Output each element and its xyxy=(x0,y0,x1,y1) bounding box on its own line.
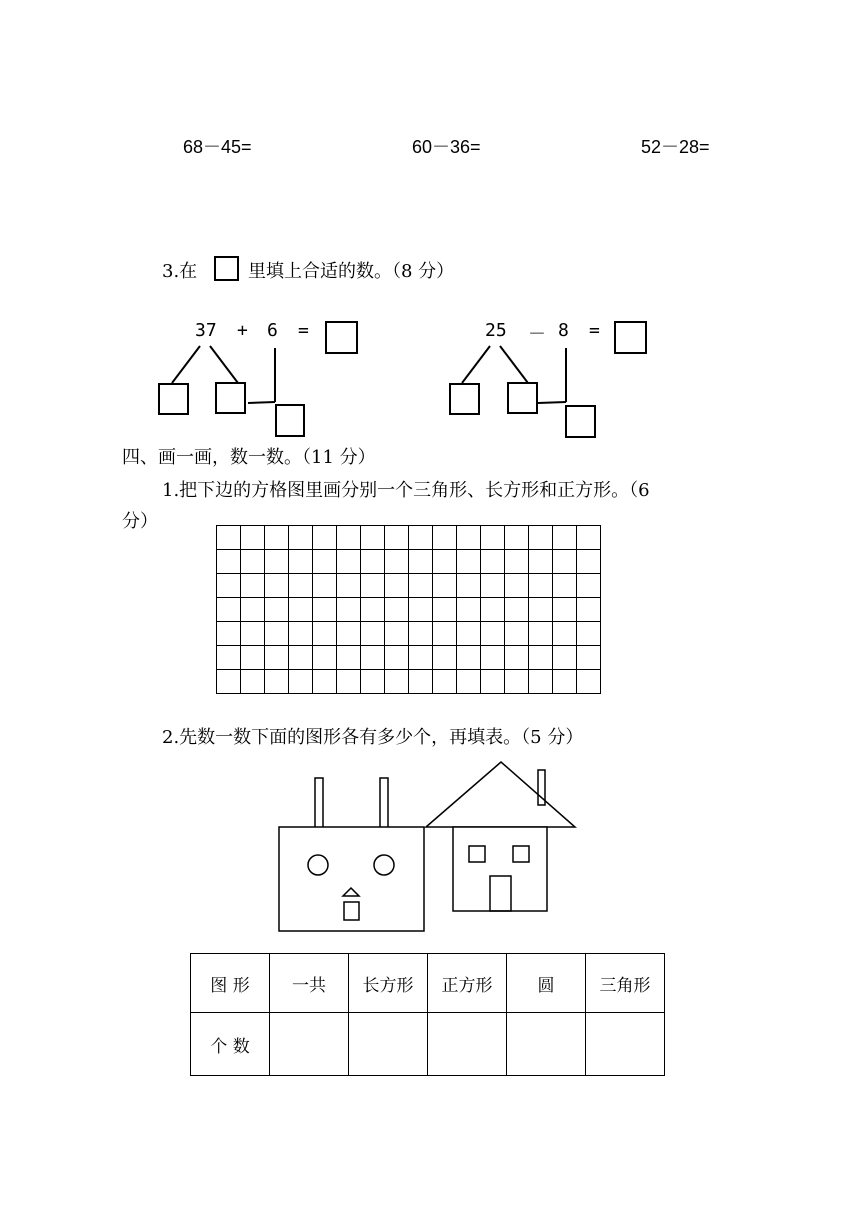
grid-cell[interactable] xyxy=(385,646,409,670)
section4-q1-line1: 1.把下边的方格图里画分别一个三角形、长方形和正方形。（6 xyxy=(162,480,650,501)
grid-cell[interactable] xyxy=(529,550,553,574)
problem-b-operator: － xyxy=(528,324,546,345)
grid-cell[interactable] xyxy=(289,646,313,670)
grid-cell[interactable] xyxy=(361,550,385,574)
header-triangle: 三角形 xyxy=(586,954,665,1013)
grid-cell[interactable] xyxy=(553,574,577,598)
grid-cell[interactable] xyxy=(337,526,361,550)
grid-cell[interactable] xyxy=(313,598,337,622)
grid-cell[interactable] xyxy=(361,526,385,550)
problem-a-split-box-3[interactable] xyxy=(275,404,305,437)
grid-cell[interactable] xyxy=(577,622,601,646)
grid-cell[interactable] xyxy=(241,574,265,598)
grid-cell[interactable] xyxy=(217,550,241,574)
grid-cell[interactable] xyxy=(553,670,577,694)
grid-cell[interactable] xyxy=(217,622,241,646)
grid-cell[interactable] xyxy=(433,550,457,574)
grid-cell[interactable] xyxy=(577,598,601,622)
grid-cell[interactable] xyxy=(577,550,601,574)
section4-heading: 四、画一画，数一数。（11 分） xyxy=(122,447,376,468)
grid-cell[interactable] xyxy=(481,550,505,574)
grid-cell[interactable] xyxy=(433,646,457,670)
grid-cell[interactable] xyxy=(553,598,577,622)
problem-a-result-box[interactable] xyxy=(325,321,358,354)
cell-total-count[interactable] xyxy=(270,1013,349,1076)
grid-cell[interactable] xyxy=(265,526,289,550)
grid-cell[interactable] xyxy=(457,598,481,622)
grid-cell[interactable] xyxy=(553,646,577,670)
grid-cell[interactable] xyxy=(409,646,433,670)
equation-2: 60－36= xyxy=(412,137,481,157)
problem-b-subtrahend: 8 xyxy=(558,320,569,341)
grid-cell[interactable] xyxy=(217,526,241,550)
grid-cell[interactable] xyxy=(289,670,313,694)
grid-cell[interactable] xyxy=(313,550,337,574)
grid-cell[interactable] xyxy=(505,646,529,670)
antenna-right xyxy=(380,778,388,828)
grid-cell[interactable] xyxy=(337,598,361,622)
problem-b-split-box-1[interactable] xyxy=(449,383,480,415)
grid-cell[interactable] xyxy=(313,622,337,646)
grid-cell[interactable] xyxy=(337,622,361,646)
grid-cell[interactable] xyxy=(577,574,601,598)
grid-cell[interactable] xyxy=(289,526,313,550)
robot-body xyxy=(279,827,424,931)
header-circle: 圆 xyxy=(507,954,586,1013)
grid-cell[interactable] xyxy=(289,622,313,646)
grid-cell[interactable] xyxy=(529,574,553,598)
grid-cell[interactable] xyxy=(505,574,529,598)
grid-cell[interactable] xyxy=(241,550,265,574)
grid-cell[interactable] xyxy=(577,526,601,550)
grid-cell[interactable] xyxy=(505,622,529,646)
grid-cell[interactable] xyxy=(265,646,289,670)
grid-cell[interactable] xyxy=(385,598,409,622)
problem-a-split-box-1[interactable] xyxy=(158,383,189,415)
grid-cell[interactable] xyxy=(433,598,457,622)
grid-cell[interactable] xyxy=(361,670,385,694)
grid-cell[interactable] xyxy=(337,646,361,670)
grid-cell[interactable] xyxy=(481,526,505,550)
grid-cell[interactable] xyxy=(241,670,265,694)
section4-q2: 2.先数一数下面的图形各有多少个，再填表。（5 分） xyxy=(162,727,584,748)
grid-cell[interactable] xyxy=(241,622,265,646)
grid-cell[interactable] xyxy=(409,526,433,550)
grid-cell[interactable] xyxy=(481,622,505,646)
grid-cell[interactable] xyxy=(457,526,481,550)
grid-cell[interactable] xyxy=(553,622,577,646)
grid-cell[interactable] xyxy=(313,574,337,598)
grid-cell[interactable] xyxy=(265,622,289,646)
problem-a-split-box-2[interactable] xyxy=(215,382,246,414)
row-label-count: 个 数 xyxy=(191,1013,270,1076)
answer-box-sample xyxy=(214,256,239,281)
grid-cell[interactable] xyxy=(265,550,289,574)
grid-cell[interactable] xyxy=(505,670,529,694)
grid-cell[interactable] xyxy=(241,526,265,550)
grid-cell[interactable] xyxy=(265,670,289,694)
header-rectangle: 长方形 xyxy=(349,954,428,1013)
problem-a-addend-1: 37 xyxy=(195,320,217,341)
grid-cell[interactable] xyxy=(577,646,601,670)
grid-cell[interactable] xyxy=(289,550,313,574)
grid-cell[interactable] xyxy=(433,670,457,694)
grid-cell[interactable] xyxy=(217,670,241,694)
grid-cell[interactable] xyxy=(361,646,385,670)
problem-a-operator: + xyxy=(237,320,248,341)
section4-q1-line2: 分） xyxy=(122,511,158,532)
grid-cell[interactable] xyxy=(289,598,313,622)
grid-cell[interactable] xyxy=(457,646,481,670)
problem-b-result-box[interactable] xyxy=(614,321,647,354)
grid-cell[interactable] xyxy=(361,622,385,646)
grid-cell[interactable] xyxy=(217,598,241,622)
grid-cell[interactable] xyxy=(433,574,457,598)
grid-cell[interactable] xyxy=(481,574,505,598)
header-square: 正方形 xyxy=(428,954,507,1013)
grid-cell[interactable] xyxy=(481,670,505,694)
problem-b-minuend: 25 xyxy=(485,320,507,341)
tally-table-wrap xyxy=(190,953,665,1076)
equation-3: 52－28= xyxy=(641,137,710,157)
tally-table xyxy=(190,953,665,1076)
grid-cell[interactable] xyxy=(481,646,505,670)
antenna-left xyxy=(315,778,323,828)
cell-square-count[interactable] xyxy=(428,1013,507,1076)
grid-cell[interactable] xyxy=(409,670,433,694)
grid-cell[interactable] xyxy=(481,598,505,622)
header-total: 一共 xyxy=(270,954,349,1013)
grid-cell[interactable] xyxy=(361,574,385,598)
cell-triangle-count[interactable] xyxy=(586,1013,665,1076)
grid-cell[interactable] xyxy=(241,598,265,622)
grid-cell[interactable] xyxy=(409,574,433,598)
grid-cell[interactable] xyxy=(409,550,433,574)
cell-rectangle-count[interactable] xyxy=(349,1013,428,1076)
grid-cell[interactable] xyxy=(265,574,289,598)
header-shape: 图 形 xyxy=(191,954,270,1013)
grid-cell[interactable] xyxy=(505,550,529,574)
grid-cell[interactable] xyxy=(457,550,481,574)
grid-cell[interactable] xyxy=(409,622,433,646)
grid-cell[interactable] xyxy=(361,598,385,622)
grid-cell[interactable] xyxy=(289,574,313,598)
problem-a-equals: = xyxy=(298,320,309,341)
grid-cell[interactable] xyxy=(433,622,457,646)
grid-cell[interactable] xyxy=(337,670,361,694)
grid-cell[interactable] xyxy=(457,670,481,694)
house-body xyxy=(453,827,547,911)
problem-b-split-box-3[interactable] xyxy=(565,405,596,438)
q3-suffix: 里填上合适的数。（8 分） xyxy=(248,261,455,282)
problem-b-split-box-2[interactable] xyxy=(507,382,538,414)
grid-cell[interactable] xyxy=(529,622,553,646)
grid-cell[interactable] xyxy=(529,526,553,550)
grid-cell[interactable] xyxy=(385,550,409,574)
grid-cell[interactable] xyxy=(385,670,409,694)
grid-cell[interactable] xyxy=(217,574,241,598)
grid-cell[interactable] xyxy=(241,646,265,670)
grid-cell[interactable] xyxy=(265,598,289,622)
grid-cell[interactable] xyxy=(553,550,577,574)
grid-cell[interactable] xyxy=(313,670,337,694)
grid-cell[interactable] xyxy=(457,622,481,646)
grid-cell[interactable] xyxy=(409,598,433,622)
problem-a-addend-2: 6 xyxy=(267,320,278,341)
grid-cell[interactable] xyxy=(577,670,601,694)
grid-cell[interactable] xyxy=(529,646,553,670)
grid-cell[interactable] xyxy=(313,526,337,550)
grid-cell[interactable] xyxy=(433,526,457,550)
grid-cell[interactable] xyxy=(529,670,553,694)
grid-cell[interactable] xyxy=(457,574,481,598)
grid-cell[interactable] xyxy=(553,526,577,550)
grid-cell[interactable] xyxy=(385,526,409,550)
shapes-figure xyxy=(270,755,590,940)
problem-b-equals: = xyxy=(589,320,600,341)
equation-1: 68－45= xyxy=(183,137,252,157)
grid-cell[interactable] xyxy=(385,622,409,646)
grid-cell[interactable] xyxy=(337,550,361,574)
drawing-grid[interactable] xyxy=(216,525,601,694)
grid-cell[interactable] xyxy=(505,526,529,550)
cell-circle-count[interactable] xyxy=(507,1013,586,1076)
house-roof xyxy=(426,762,575,827)
grid-cell[interactable] xyxy=(217,646,241,670)
grid-cell[interactable] xyxy=(505,598,529,622)
grid-cell[interactable] xyxy=(529,598,553,622)
grid-cell[interactable] xyxy=(313,646,337,670)
grid-cell[interactable] xyxy=(385,574,409,598)
grid-cell[interactable] xyxy=(337,574,361,598)
q3-prefix: 3.在 xyxy=(162,261,198,282)
